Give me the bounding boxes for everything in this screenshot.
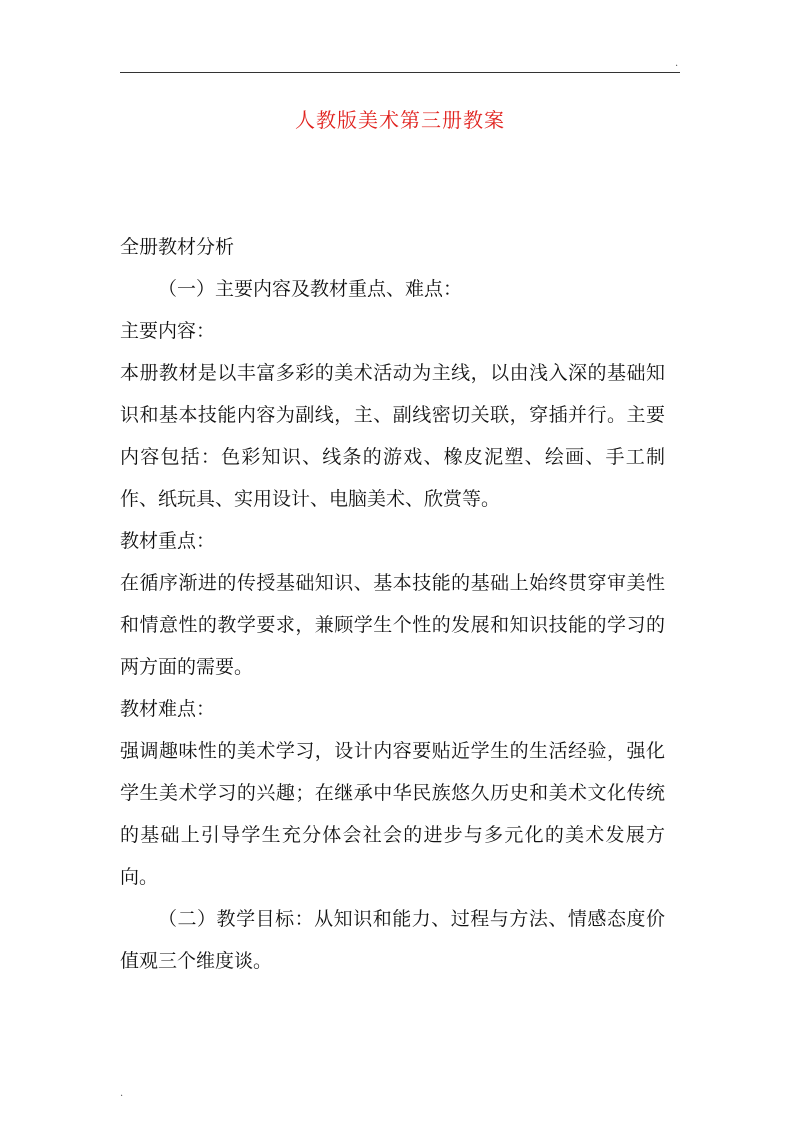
- header-mark: .: [675, 58, 679, 69]
- main-content-label: 主要内容：: [120, 320, 216, 342]
- section-heading: 全册教材分析: [120, 236, 235, 258]
- key-points-text: 在循序渐进的传授基础知识、基本技能的基础上始终贯穿审美性和情意性的教学要求，兼顾学生个性的发展和知识技能的学习的两方面的需要。: [120, 572, 665, 678]
- difficulties-label: 教材难点：: [120, 698, 216, 720]
- document-title: 人教版美术第三册教案: [295, 108, 505, 132]
- item2-text: （二）教学目标：从知识和能力、过程与方法、情感态度价值观三个维度谈。: [120, 908, 665, 972]
- key-points-label: 教材重点：: [120, 530, 216, 552]
- difficulties-text: 强调趣味性的美术学习，设计内容要贴近学生的生活经验，强化学生美术学习的兴趣；在继承中华民族悠久历史和美术文化传统的基础上引导学生充分体会社会的进步与多元化的美术发展方向。: [120, 740, 665, 888]
- item1-heading: （一）主要内容及教材重点、难点：: [158, 278, 463, 300]
- footer-mark: .: [120, 1088, 124, 1099]
- header-rule: [120, 72, 680, 73]
- main-content-text: 本册教材是以丰富多彩的美术活动为主线，以由浅入深的基础知识和基本技能内容为副线，主、副线密切关联，穿插并行。主要内容包括：色彩知识、线条的游戏、橡皮泥塑、绘画、手工制作、纸玩具、实用设计、电脑美术、欣赏等。: [120, 362, 665, 510]
- document-body: [120, 226, 665, 982]
